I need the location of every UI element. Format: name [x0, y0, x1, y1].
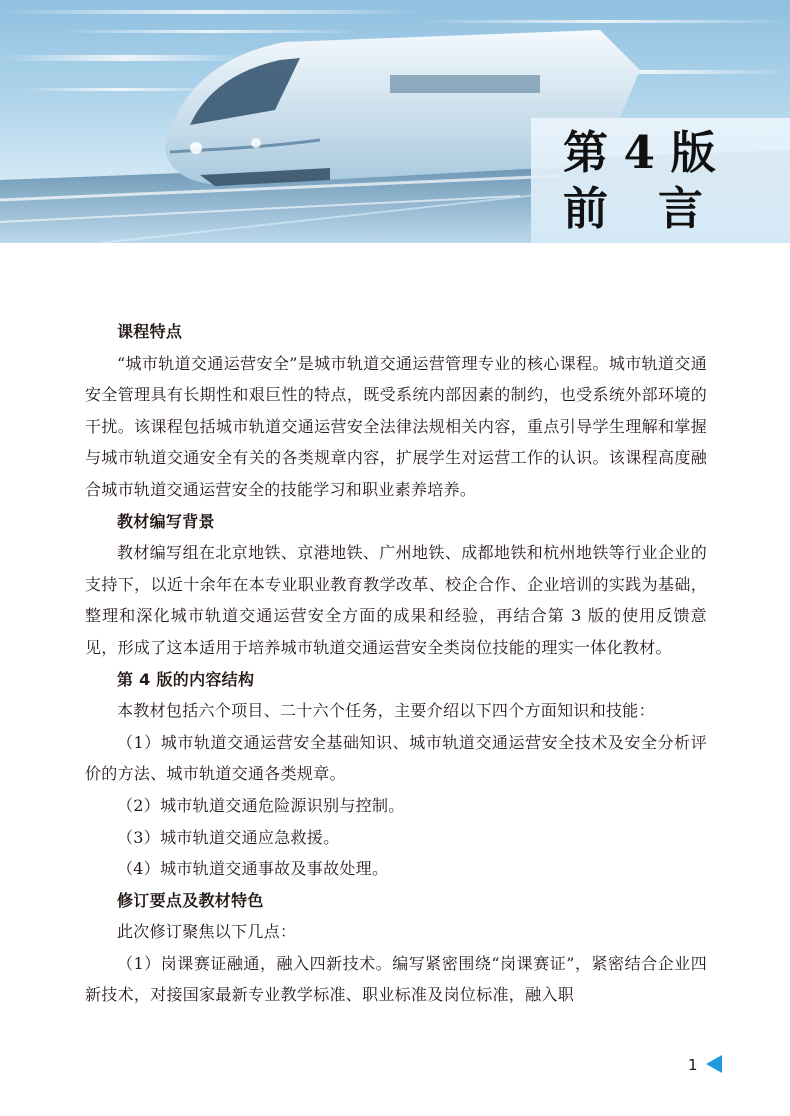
paragraph: 本教材包括六个项目、二十六个任务，主要介绍以下四个方面知识和技能： — [117, 701, 655, 721]
section-heading: 教材编写背景 — [117, 511, 215, 531]
paragraph: 此次修订聚焦以下几点： — [117, 922, 297, 942]
paragraph: 教材编写组在北京地铁、京港地铁、广州地铁、成都地铁和杭州地铁等行业企业的支持下，以近十余年在本专业职业教育教学改革、校企合作、企业培训的实践为基础，整理和深化城市轨道交通运营安全方面的成果和经验，再结合第 3 版的使用反馈意见，形成了这本适用于培养城市轨道交通运营安全类岗位技能的理实一体化教材。 — [85, 543, 707, 657]
page-title: 前言 — [563, 182, 754, 235]
paragraph: “城市轨道交通运营安全”是城市轨道交通运营管理专业的核心课程。城市轨道交通安全管理具有长期性和艰巨性的特点，既受系统内部因素的制约，也受系统外部环境的干扰。该课程包括城市轨道交通运营安全法律法规相关内容，重点引导学生理解和掌握与城市轨道交通安全有关的各类规章内容，扩展学生对运营工作的认识。该课程高度融合城市轨道交通运营安全的技能学习和职业素养培养。 — [85, 353, 707, 499]
page-number: 1 — [688, 1056, 698, 1074]
paragraph: （3）城市轨道交通应急救援。 — [117, 827, 340, 847]
paragraph: （2）城市轨道交通危险源识别与控制。 — [117, 795, 405, 815]
section-heading: 课程特点 — [117, 322, 183, 341]
preface-content — [85, 316, 707, 1011]
paragraph: （4）城市轨道交通事故及事故处理。 — [117, 859, 389, 879]
section-heading: 修订要点及教材特色 — [117, 890, 264, 910]
edition-title: 第 4 版 — [563, 126, 716, 179]
paragraph: （1）岗课赛证融通，融入四新技术。编写紧密围绕“岗课赛证”，紧密结合企业四新技术，对接国家最新专业教学标准、职业标准及岗位标准，融入职 — [85, 953, 707, 1005]
page-arrow-icon — [704, 1054, 724, 1074]
section-heading: 第 4 版的内容结构 — [117, 669, 255, 689]
paragraph: （1）城市轨道交通运营安全基础知识、城市轨道交通运营安全技术及安全分析评价的方法、城市轨道交通各类规章。 — [85, 732, 707, 784]
